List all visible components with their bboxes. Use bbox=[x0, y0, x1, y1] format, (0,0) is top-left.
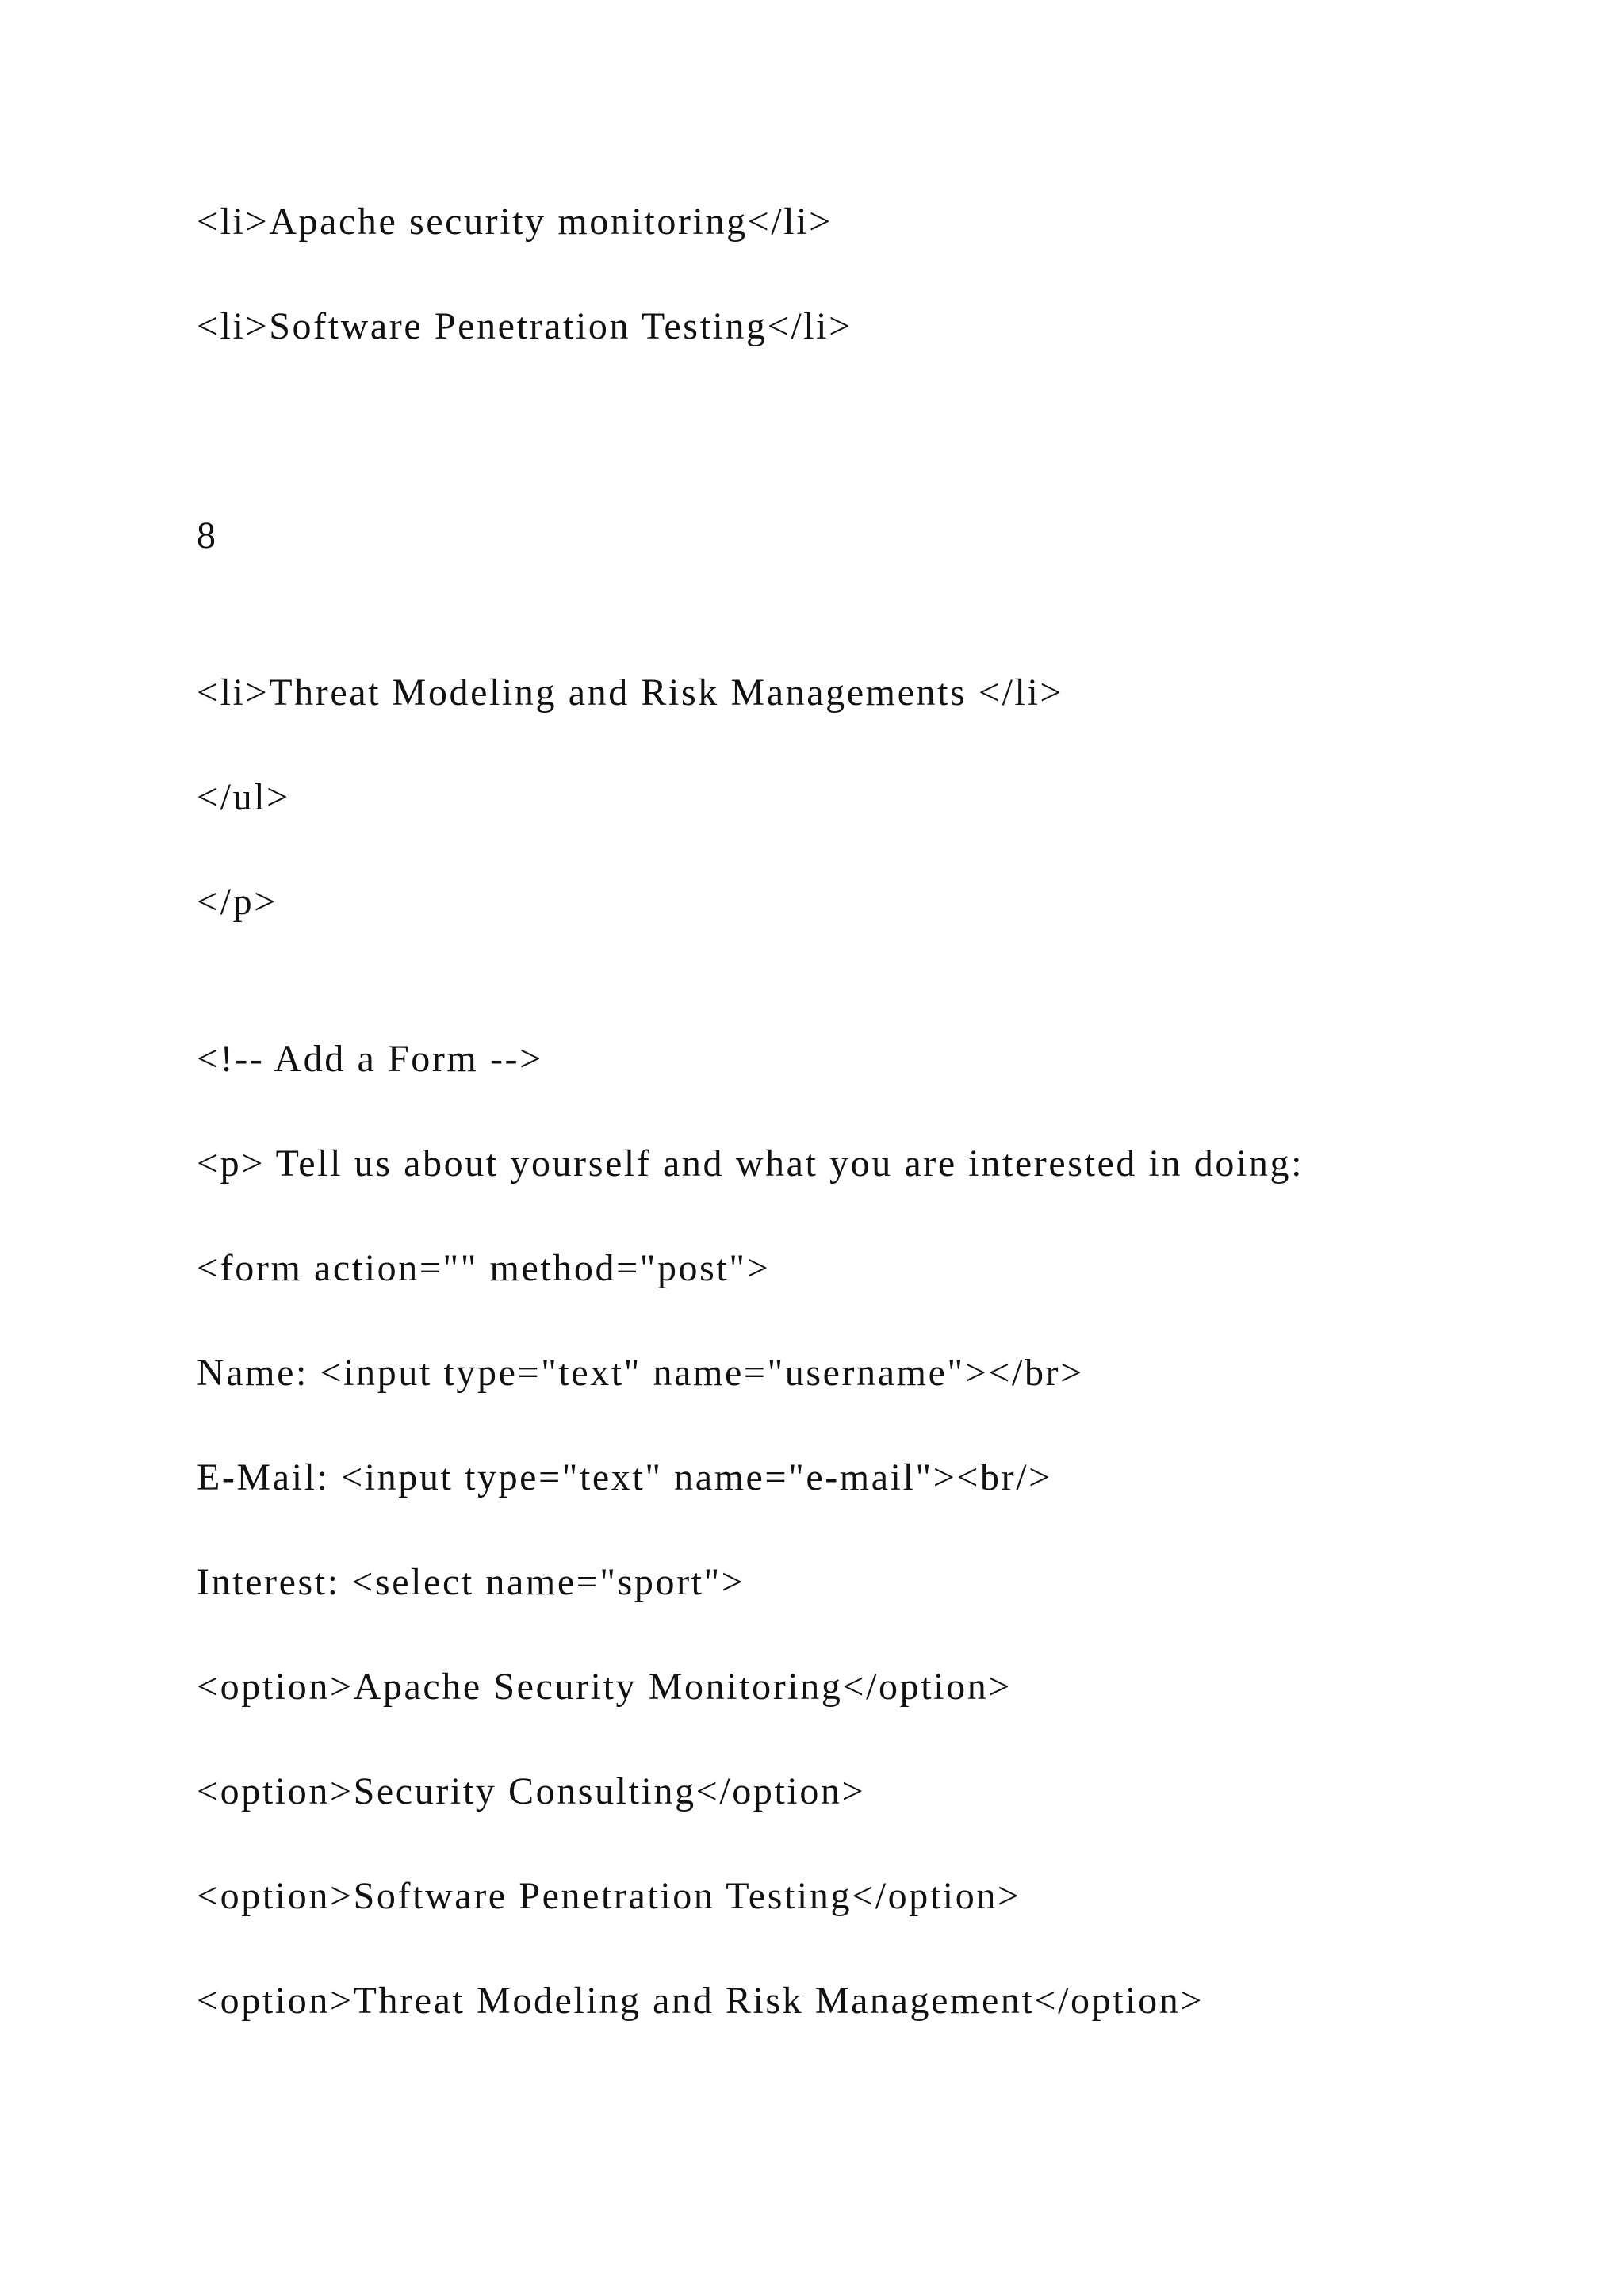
text-line: <form action="" method="post"> bbox=[197, 1247, 771, 1289]
text-line: Name: <input type="text" name="username"></br> bbox=[197, 1352, 1084, 1394]
text-line: <!-- Add a Form --> bbox=[197, 1038, 543, 1080]
text-line: <option>Threat Modeling and Risk Management</option> bbox=[197, 1980, 1204, 2022]
text-line: E-Mail: <input type="text" name="e-mail"><br/> bbox=[197, 1456, 1052, 1498]
text-line: <option>Software Penetration Testing</option> bbox=[197, 1875, 1021, 1917]
text-line: </ul> bbox=[197, 776, 290, 818]
text-line: <li>Software Penetration Testing</li> bbox=[197, 305, 852, 347]
text-line: <li>Threat Modeling and Risk Managements </li> bbox=[197, 672, 1064, 714]
text-line: <li>Apache security monitoring</li> bbox=[197, 201, 833, 243]
page-number: 8 bbox=[197, 515, 218, 557]
text-line: <option>Apache Security Monitoring</option> bbox=[197, 1666, 1012, 1708]
text-line: <p> Tell us about yourself and what you are interested in doing: bbox=[197, 1142, 1304, 1184]
text-line: </p> bbox=[197, 881, 278, 923]
text-line: Interest: <select name="sport"> bbox=[197, 1561, 745, 1603]
text-line: <option>Security Consulting</option> bbox=[197, 1770, 866, 1812]
